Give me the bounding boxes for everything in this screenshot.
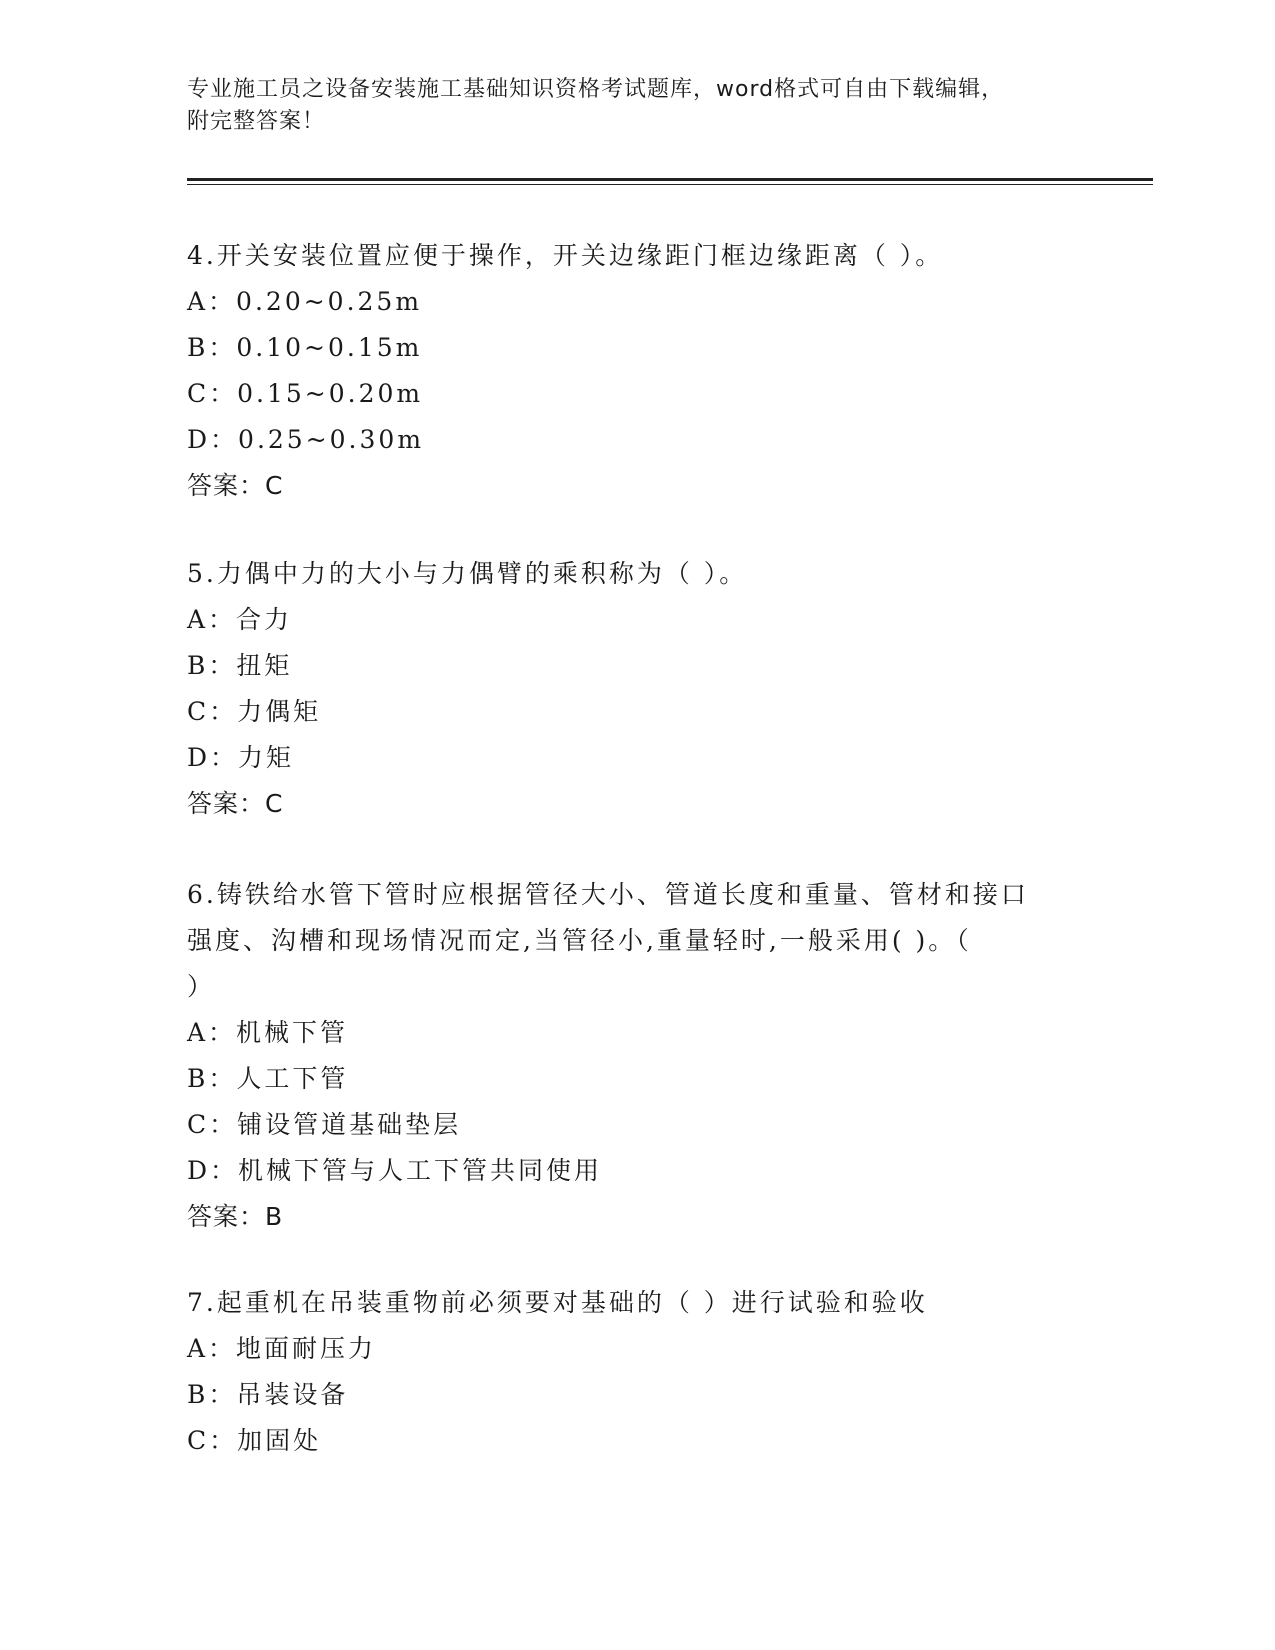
header-divider-thin — [187, 184, 1153, 185]
option-b: B：0.10~0.15m — [187, 333, 423, 362]
answer: 答案：C — [187, 789, 284, 818]
question-stem-line-2: 强度、沟槽和现场情况而定,当管径小,重量轻时,一般采用( )。（ — [187, 926, 972, 955]
question-7 — [187, 1280, 1067, 1464]
option-b: B：吊装设备 — [187, 1380, 349, 1409]
document-header — [187, 74, 1067, 138]
question-stem-line-1: 6.铸铁给水管下管时应根据管径大小、管道长度和重量、管材和接口 — [187, 880, 1029, 909]
header-line-2: 附完整答案！ — [187, 109, 326, 134]
question-stem: 5.力偶中力的大小与力偶臂的乘积称为（ ）。 — [187, 559, 748, 588]
option-c: C：加固处 — [187, 1426, 322, 1455]
option-d: D：0.25~0.30m — [187, 425, 425, 454]
question-stem: 7.起重机在吊装重物前必须要对基础的（ ）进行试验和验收 — [187, 1288, 928, 1317]
header-line-1: 专业施工员之设备安装施工基础知识资格考试题库，word格式可自由下载编辑， — [187, 77, 1005, 102]
option-a: A：0.20~0.25m — [187, 287, 423, 316]
answer: 答案：B — [187, 1202, 284, 1231]
option-a: A：地面耐压力 — [187, 1334, 377, 1363]
option-b: B：人工下管 — [187, 1064, 349, 1093]
option-a: A：合力 — [187, 605, 293, 634]
answer: 答案：C — [187, 471, 284, 500]
question-4 — [187, 233, 1067, 509]
question-stem: 4.开关安装位置应便于操作，开关边缘距门框边缘距离（ ）。 — [187, 241, 944, 270]
header-divider-thick — [187, 178, 1153, 181]
option-c: C：力偶矩 — [187, 697, 322, 726]
option-a: A：机械下管 — [187, 1018, 349, 1047]
question-6 — [187, 872, 1067, 1240]
question-stem-line-3: ） — [187, 972, 216, 1001]
option-c: C：0.15~0.20m — [187, 379, 424, 408]
option-d: D：力矩 — [187, 743, 295, 772]
option-b: B：扭矩 — [187, 651, 293, 680]
option-d: D：机械下管与人工下管共同使用 — [187, 1156, 603, 1185]
question-5 — [187, 551, 1067, 827]
option-c: C：铺设管道基础垫层 — [187, 1110, 462, 1139]
